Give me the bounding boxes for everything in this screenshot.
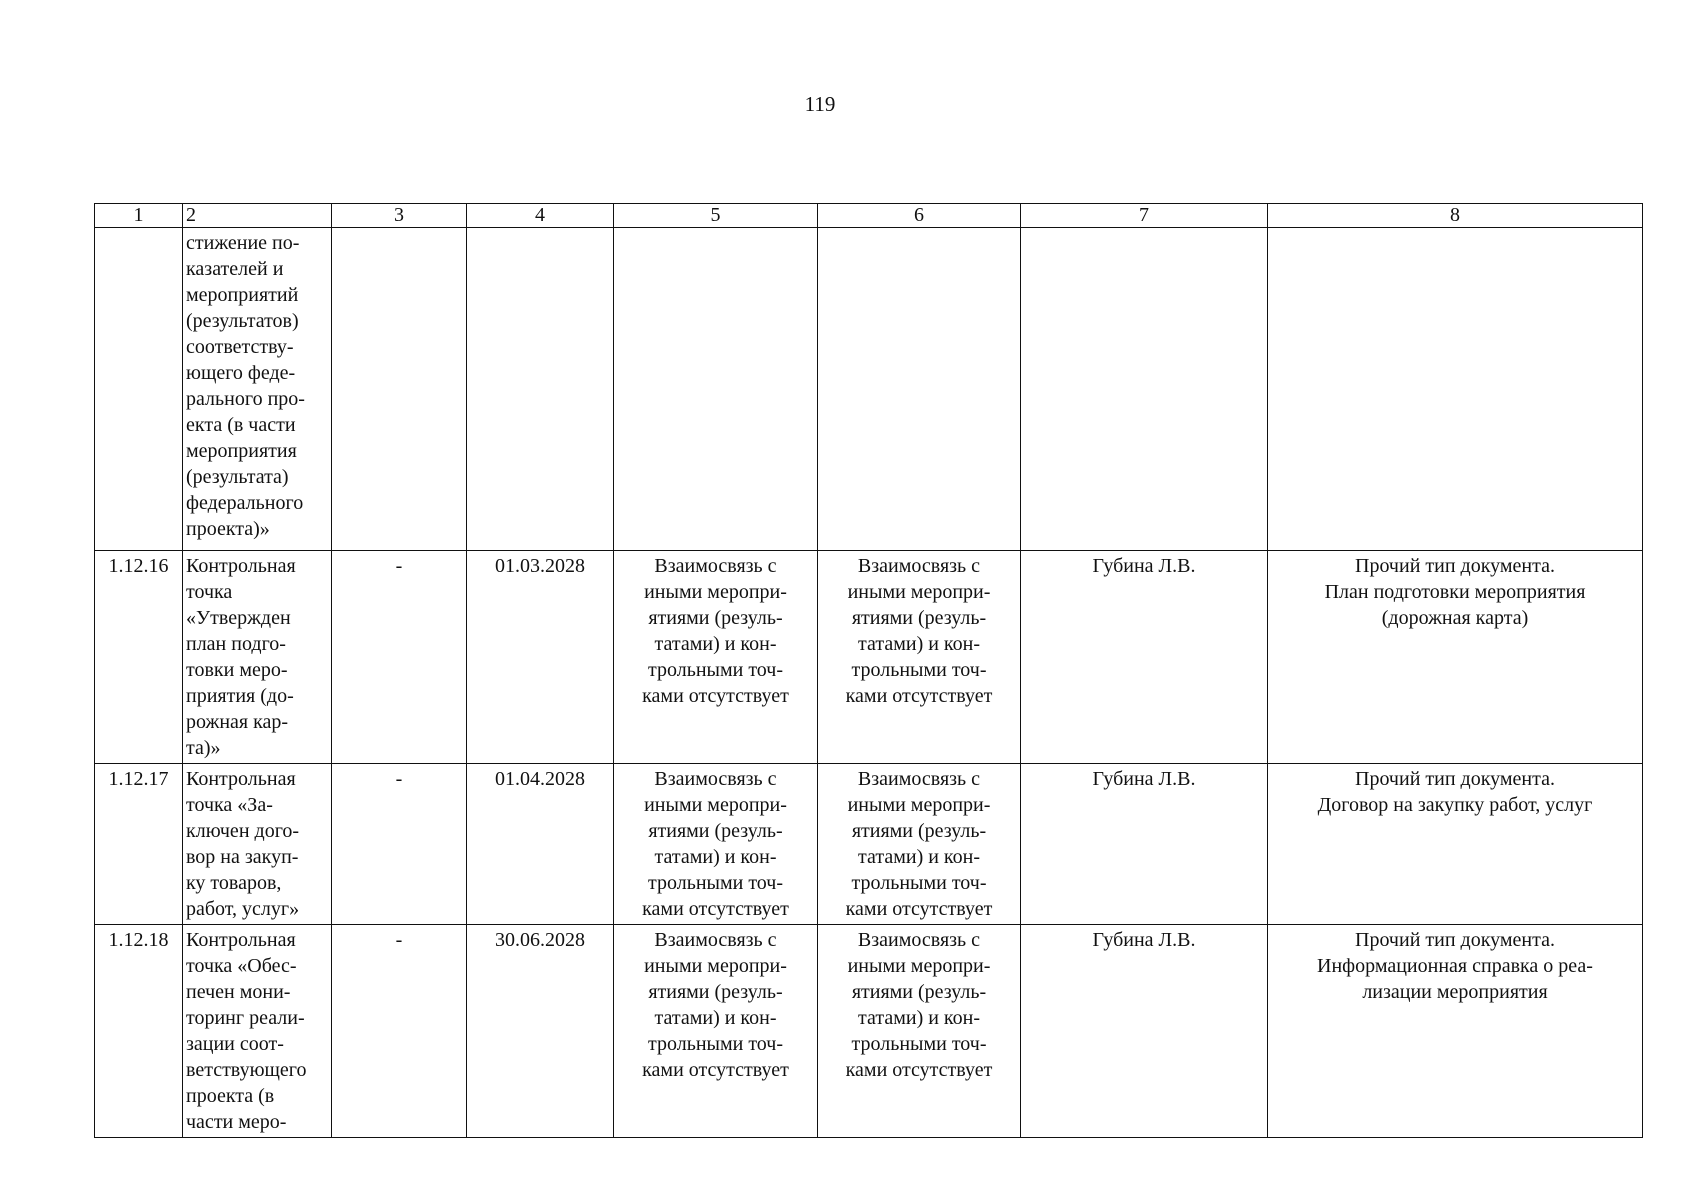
cell-document: Прочий тип документа. План подготовки мероприятия (дорожная карта) bbox=[1268, 551, 1643, 764]
table-row bbox=[95, 764, 1643, 925]
table-row bbox=[95, 551, 1643, 764]
table-row-continuation bbox=[95, 228, 1643, 551]
cell-predecessor: - bbox=[332, 925, 467, 1138]
column-header-4: 4 bbox=[467, 204, 614, 228]
cell-predecessor bbox=[332, 228, 467, 551]
cell-responsible: Губина Л.В. bbox=[1021, 764, 1268, 925]
column-header-8: 8 bbox=[1268, 204, 1643, 228]
cell-responsible: Губина Л.В. bbox=[1021, 551, 1268, 764]
cell-link-prev bbox=[614, 228, 818, 551]
table-row bbox=[95, 925, 1643, 1138]
cell-name-text: Контрольная точка «Обес- печен мони- торинг реали- зации соот- ветствующего проекта (в части меро- bbox=[186, 929, 307, 1133]
cell-date: 01.03.2028 bbox=[467, 551, 614, 764]
cell-predecessor: - bbox=[332, 551, 467, 764]
cell-number: 1.12.16 bbox=[95, 551, 183, 764]
cell-link-next bbox=[818, 228, 1021, 551]
column-header-6: 6 bbox=[818, 204, 1021, 228]
cell-name bbox=[183, 764, 332, 925]
cell-name-text: Контрольная точка «За- ключен дого- вор на закуп- ку товаров, работ, услуг» bbox=[186, 768, 300, 920]
schedule-table bbox=[94, 203, 1643, 1138]
page-number: 119 bbox=[804, 92, 836, 116]
cell-document: Прочий тип документа. Информационная справка о реа- лизации мероприятия bbox=[1268, 925, 1643, 1138]
cell-link-prev: Взаимосвязь с иными меропри- ятиями (резуль- татами) и кон- трольными точ- ками отсутствует bbox=[614, 764, 818, 925]
cell-document bbox=[1268, 228, 1643, 551]
column-header-3: 3 bbox=[332, 204, 467, 228]
column-header-5: 5 bbox=[614, 204, 818, 228]
cell-number bbox=[95, 228, 183, 551]
cell-link-next: Взаимосвязь с иными меропри- ятиями (резуль- татами) и кон- трольными точ- ками отсутствует bbox=[818, 764, 1021, 925]
cell-predecessor: - bbox=[332, 764, 467, 925]
cell-document: Прочий тип документа. Договор на закупку работ, услуг bbox=[1268, 764, 1643, 925]
cell-link-next: Взаимосвязь с иными меропри- ятиями (резуль- татами) и кон- трольными точ- ками отсутствует bbox=[818, 925, 1021, 1138]
column-number-row bbox=[95, 204, 1643, 228]
cell-link-prev: Взаимосвязь с иными меропри- ятиями (резуль- татами) и кон- трольными точ- ками отсутствует bbox=[614, 925, 818, 1138]
cell-number: 1.12.18 bbox=[95, 925, 183, 1138]
cell-responsible bbox=[1021, 228, 1268, 551]
cell-date: 01.04.2028 bbox=[467, 764, 614, 925]
cell-date bbox=[467, 228, 614, 551]
cell-number: 1.12.17 bbox=[95, 764, 183, 925]
cell-link-prev: Взаимосвязь с иными меропри- ятиями (резуль- татами) и кон- трольными точ- ками отсутствует bbox=[614, 551, 818, 764]
cell-name-text: стижение по- казателей и мероприятий (результатов) соответству- ющего феде- рального про- екта (в части мероприятия (результата) федерального проекта)» bbox=[186, 232, 305, 540]
cell-date: 30.06.2028 bbox=[467, 925, 614, 1138]
column-header-2: 2 bbox=[183, 204, 332, 228]
column-header-7: 7 bbox=[1021, 204, 1268, 228]
cell-link-next: Взаимосвязь с иными меропри- ятиями (резуль- татами) и кон- трольными точ- ками отсутствует bbox=[818, 551, 1021, 764]
cell-name bbox=[183, 925, 332, 1138]
cell-name-text: Контрольная точка «Утвержден план подго- товки меро- приятия (до- рожная кар- та)» bbox=[186, 555, 296, 759]
cell-name bbox=[183, 551, 332, 764]
cell-responsible: Губина Л.В. bbox=[1021, 925, 1268, 1138]
column-header-1: 1 bbox=[95, 204, 183, 228]
cell-name bbox=[183, 228, 332, 551]
